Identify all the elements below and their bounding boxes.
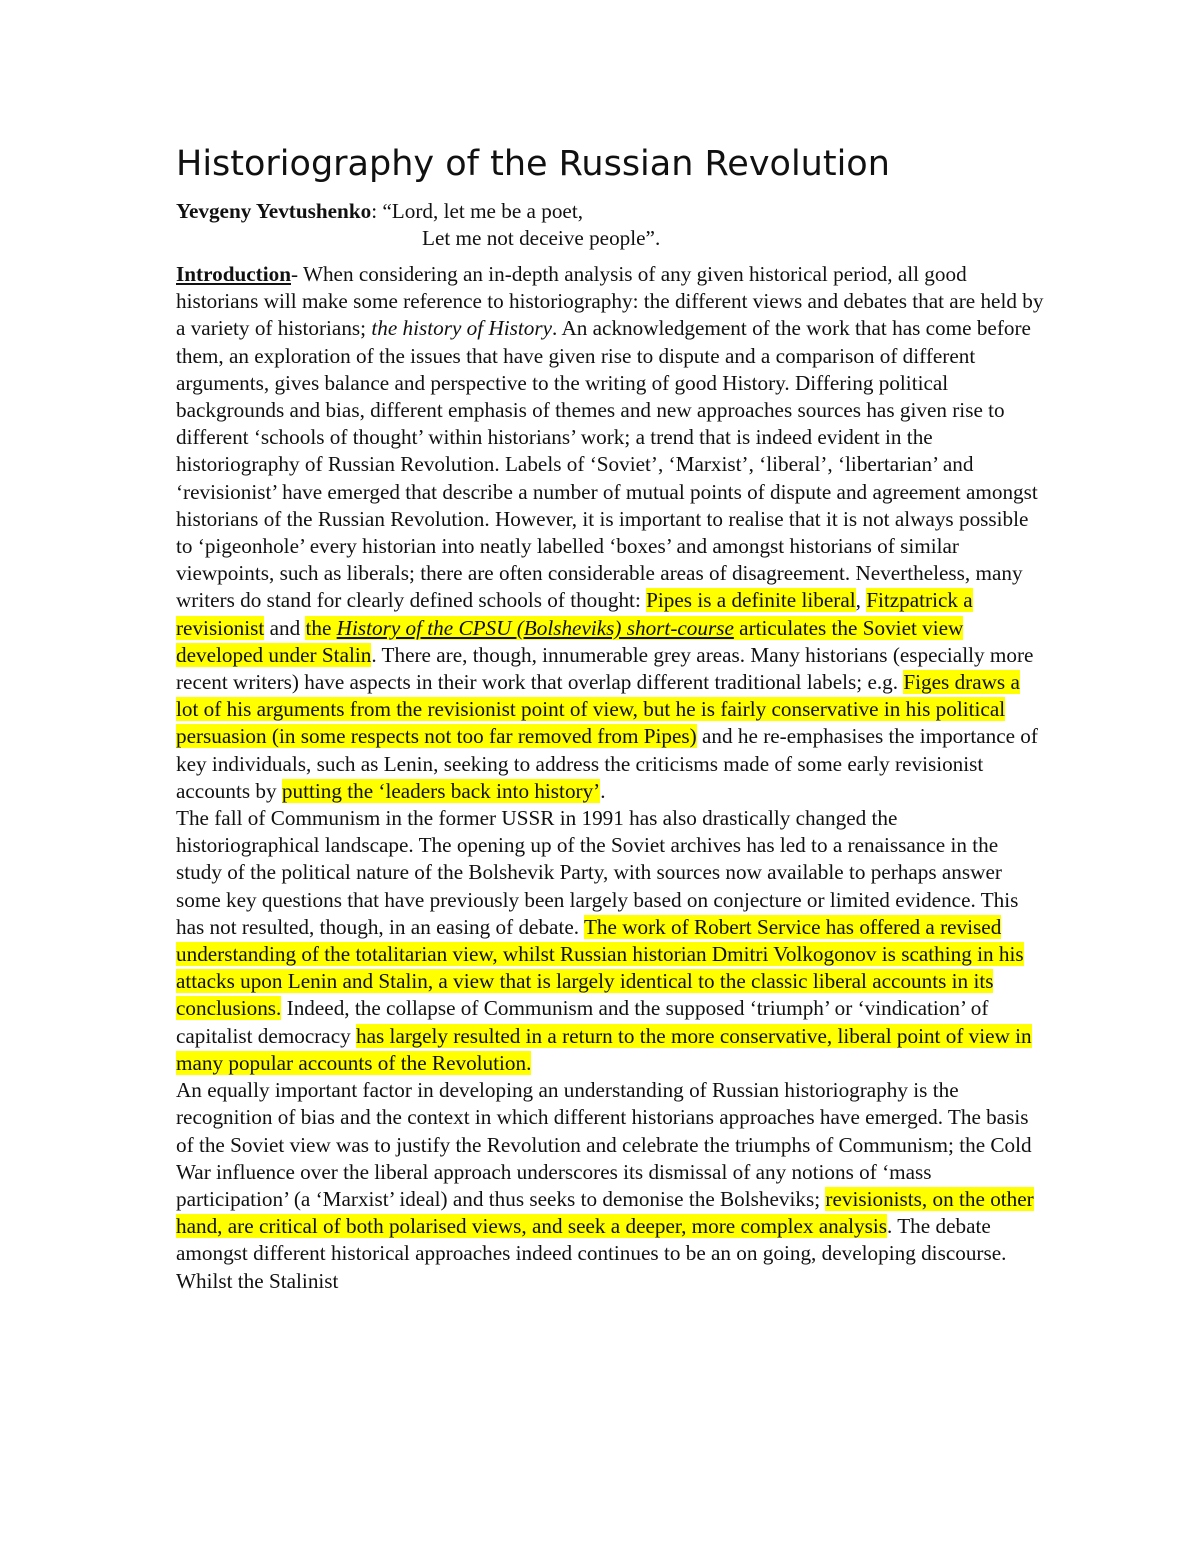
epigraph-author: Yevgeny Yevtushenko: [176, 199, 372, 223]
highlighted-text: Fitzpatrick a revisionist: [176, 588, 973, 640]
highlighted-text: Pipes is a definite liberal: [646, 588, 856, 613]
epigraph-line-2: Let me not deceive people”.: [422, 226, 661, 250]
epigraph-line-1: “Lord, let me be a poet,: [382, 199, 584, 223]
highlighted-text: putting the ‘leaders back into history’: [281, 778, 601, 803]
text-run: - When considering an in-depth analysis of any given historical period, all good historians will make some reference to historiography: the different views and debates that are held by a variety of historians;: [176, 262, 1044, 341]
text-run: . An acknowledgement of the work that has come before them, an exploration of the issues that have given rise to dispute and a comparison of different arguments, gives balance and perspective to the writing of good History. Differing political backgrounds and bias, different emphasis of themes and new approaches sources has given rise to different ‘schools of thought’ within historians’ work; a trend that is indeed evident in the historiography of Russian Revolution. Labels of ‘Soviet’, ‘Marxist’, ‘liberal’, ‘libertarian’ and ‘revisionist’ have emerged that describe a number of mutual points of dispute and agreement amongst historians of the Russian Revolution. However, it is important to realise that it is not always possible to ‘pigeonhole’ every historian into neatly labelled ‘boxes’ and amongst historians of similar viewpoints, such as liberals; there are often considerable areas of disagreement. Nevertheless, many writers do stand for clearly defined schools of thought:: [176, 316, 1038, 613]
text-run: The fall of Communism in the former USSR in 1991 has also drastically changed the historiographical landscape. The opening up of the Soviet archives has led to a renaissance in the study of the political nature of the Bolshevik Party, with sources now available to perhaps answer some key questions that have previously been largely based on conjecture or limited evidence. This has not resulted, though, in an easing of debate.: [176, 806, 1019, 939]
text-run: ,: [855, 588, 867, 613]
text-run: . The debate amongst different historical approaches indeed continues to be an on going, developing discourse. Whilst the Stalinist: [176, 1214, 1007, 1293]
highlighted-text: articulates the Soviet view developed under Stalin: [176, 615, 964, 667]
text-run: An equally important factor in developing an understanding of Russian historiography is the recognition of bias and the context in which different historians approaches have emerged. The basis of the Soviet view was to justify the Revolution and celebrate the triumphs of Communism; the Cold War influence over the liberal approach underscores its dismissal of any notions of ‘mass participation’ (a ‘Marxist’ ideal) and thus seeks to demonise the Bolsheviks;: [176, 1078, 1032, 1211]
text-run: .: [600, 778, 606, 803]
text-run: Indeed, the collapse of Communism and the supposed ‘triumph’ or ‘vindication’ of capitalist democracy: [176, 996, 989, 1048]
highlighted-text: Figes draws a lot of his arguments from the revisionist point of view, but he is fairly conservative in his political persuasion (in some respects not too far removed from Pipes): [176, 670, 1020, 749]
highlighted-text: the: [305, 615, 337, 640]
text-run: . There are, though, innumerable grey areas. Many historians (especially more recent writers) have aspects in their work that overlap different traditional labels; e.g.: [176, 642, 1034, 695]
document-content: [176, 140, 1046, 1295]
epigraph: [176, 198, 1046, 252]
highlighted-text: revisionists, on the other hand, are critical of both polarised views, and seek a deeper, more complex analysis: [176, 1186, 1034, 1239]
text-run: Introduction: [176, 262, 291, 286]
text-run: and he re-emphasises the importance of key individuals, such as Lenin, seeking to address the criticisms made of some early revisionist accounts by: [176, 724, 1038, 803]
highlighted-text: has largely resulted in a return to the more conservative, liberal point of view in many popular accounts of the Revolution.: [176, 1023, 1032, 1075]
text-run: and: [264, 615, 306, 640]
document-title: Historiography of the Russian Revolution: [176, 144, 890, 184]
body-paragraph: [176, 805, 1046, 1077]
highlighted-text: History of the CPSU (Bolsheviks) short-course: [336, 615, 734, 640]
epigraph-separator: :: [371, 199, 383, 223]
highlighted-text: The work of Robert Service has offered a revised understanding of the totalitarian view, whilst Russian historian Dmitri Volkogonov is scathing in his attacks upon Lenin and Stalin, a view that is largely identical to the classic liberal accounts in its conclusions.: [176, 914, 1024, 1021]
epigraph-first-line: [176, 198, 1046, 225]
body-text: [176, 261, 1046, 1295]
body-paragraph: [176, 261, 1046, 805]
body-paragraph: [176, 1077, 1046, 1295]
text-run: the history of History: [371, 316, 553, 341]
